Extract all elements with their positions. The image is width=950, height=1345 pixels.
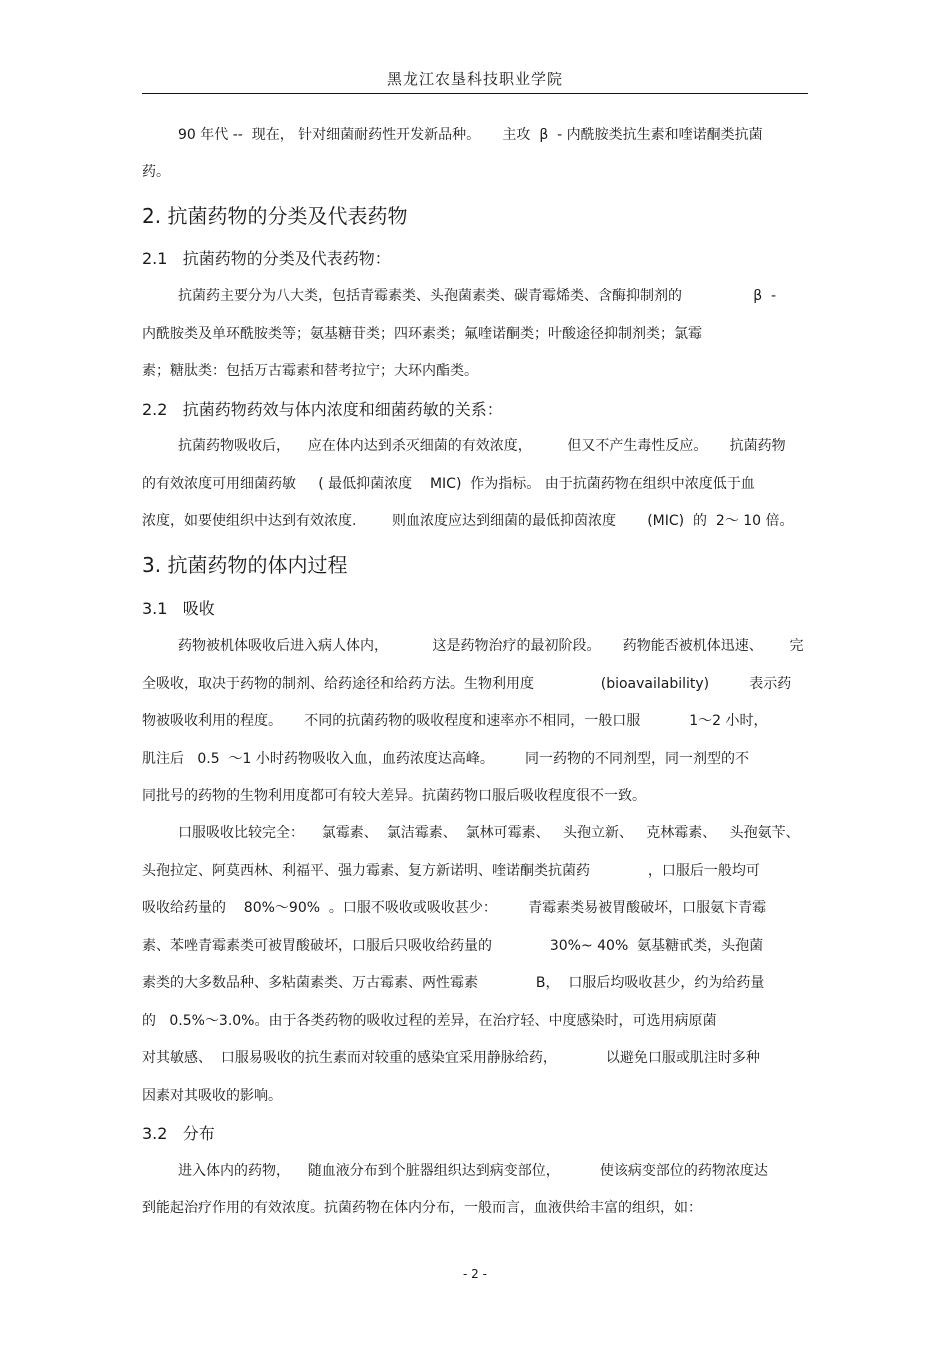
body-line: 肌注后 0.5 ～1 小时药物吸收入血，血药浓度达高峰。 同一药物的不同剂型，同一剂型的不 [142, 751, 750, 767]
header-divider [142, 93, 808, 94]
body-line: 的有效浓度可用细菌药敏 ( 最低抑菌浓度 MIC) 作为指标。 由于抗菌药物在组织中浓度低于血 [142, 476, 755, 492]
body-line: 90 年代 -- 现在， 针对细菌耐药性开发新品种。 主攻 β - 内酰胺类抗生素和喹诺酮类抗菌 [178, 127, 763, 143]
section-heading: 2. 抗菌药物的分类及代表药物 [142, 204, 408, 228]
body-line: 物被吸收利用的程度。 不同的抗菌药物的吸收程度和速率亦不相同，一般口服 1～2 小时， [142, 713, 768, 729]
body-line: 抗菌药主要分为八大类，包括青霉素类、头孢菌素类、碳青霉烯类、含酶抑制剂的 β - [178, 288, 777, 304]
body-line: 吸收给药量的 80%～90% 。口服不吸收或吸收甚少： 青霉素类易被胃酸破坏，口服氨卞青霉 [142, 900, 767, 916]
body-line: 药。 [142, 164, 170, 180]
subsection-heading: 2.2 抗菌药物药效与体内浓度和细菌药敏的关系： [142, 400, 503, 419]
body-line: 素、苯唑青霉素类可被胃酸破坏，口服后只吸收给药量的 30%~ 40% 氨基糖甙类，头孢菌 [142, 938, 764, 954]
body-line: 同批号的药物的生物利用度都可有较大差异。抗菌药物口服后吸收程度很不一致。 [142, 788, 646, 804]
page-header-title: 黑龙江农垦科技职业学院 [386, 70, 563, 88]
body-line: 到能起治疗作用的有效浓度。抗菌药物在体内分布，一般而言，血液供给丰富的组织，如： [142, 1200, 702, 1216]
body-line: 的 0.5%～3.0%。由于各类药物的吸收过程的差异，在治疗轻、中度感染时，可选用病原菌 [142, 1013, 717, 1029]
section-heading: 3. 抗菌药物的体内过程 [142, 553, 348, 577]
body-line: 内酰胺类及单环酰胺类等；氨基糖苷类；四环素类；氟喹诺酮类；叶酸途径抑制剂类；氯霉 [142, 326, 702, 342]
page-number: - 2 - [463, 1267, 487, 1281]
body-line: 因素对其吸收的影响。 [142, 1088, 282, 1104]
body-line: 抗菌药物吸收后， 应在体内达到杀灭细菌的有效浓度， 但又不产生毒性反应。 抗菌药物 [178, 438, 786, 454]
body-line: 口服吸收比较完全： 氯霉素、 氯洁霉素、 氯林可霉素、 头孢立新、 克林霉素、 头孢氨苄、 [178, 825, 800, 841]
body-line: 对其敏感、 口服易吸收的抗生素而对较重的感染宜采用静脉给药， 以避免口服或肌注时多种 [142, 1050, 760, 1066]
body-line: 药物被机体吸收后进入病人体内， 这是药物治疗的最初阶段。 药物能否被机体迅速、 完 [178, 638, 804, 654]
body-line: 全吸收，取决于药物的制剂、给药途径和给药方法。生物利用度 (bioavailability) 表示药 [142, 676, 792, 692]
body-line: 进入体内的药物， 随血液分布到个脏器组织达到病变部位， 使该病变部位的药物浓度达 [178, 1163, 768, 1179]
body-line: 头孢拉定、阿莫西林、利福平、强力霉素、复方新诺明、喹诺酮类抗菌药 ，口服后一般均可 [142, 863, 760, 879]
subsection-heading: 3.1 吸收 [142, 599, 215, 618]
subsection-heading: 3.2 分布 [142, 1124, 215, 1143]
body-line: 素；糖肽类：包括万古霉素和替考拉宁；大环内酯类。 [142, 363, 478, 379]
subsection-heading: 2.1 抗菌药物的分类及代表药物： [142, 249, 391, 268]
body-line: 浓度，如要使组织中达到有效浓度. 则血浓度应达到细菌的最低抑茵浓度 (MIC) 的 2～ 10 倍。 [142, 513, 794, 529]
body-line: 素类的大多数品种、多粘菌素类、万古霉素、两性霉素 B， 口服后均吸收甚少，约为给药量 [142, 975, 765, 991]
